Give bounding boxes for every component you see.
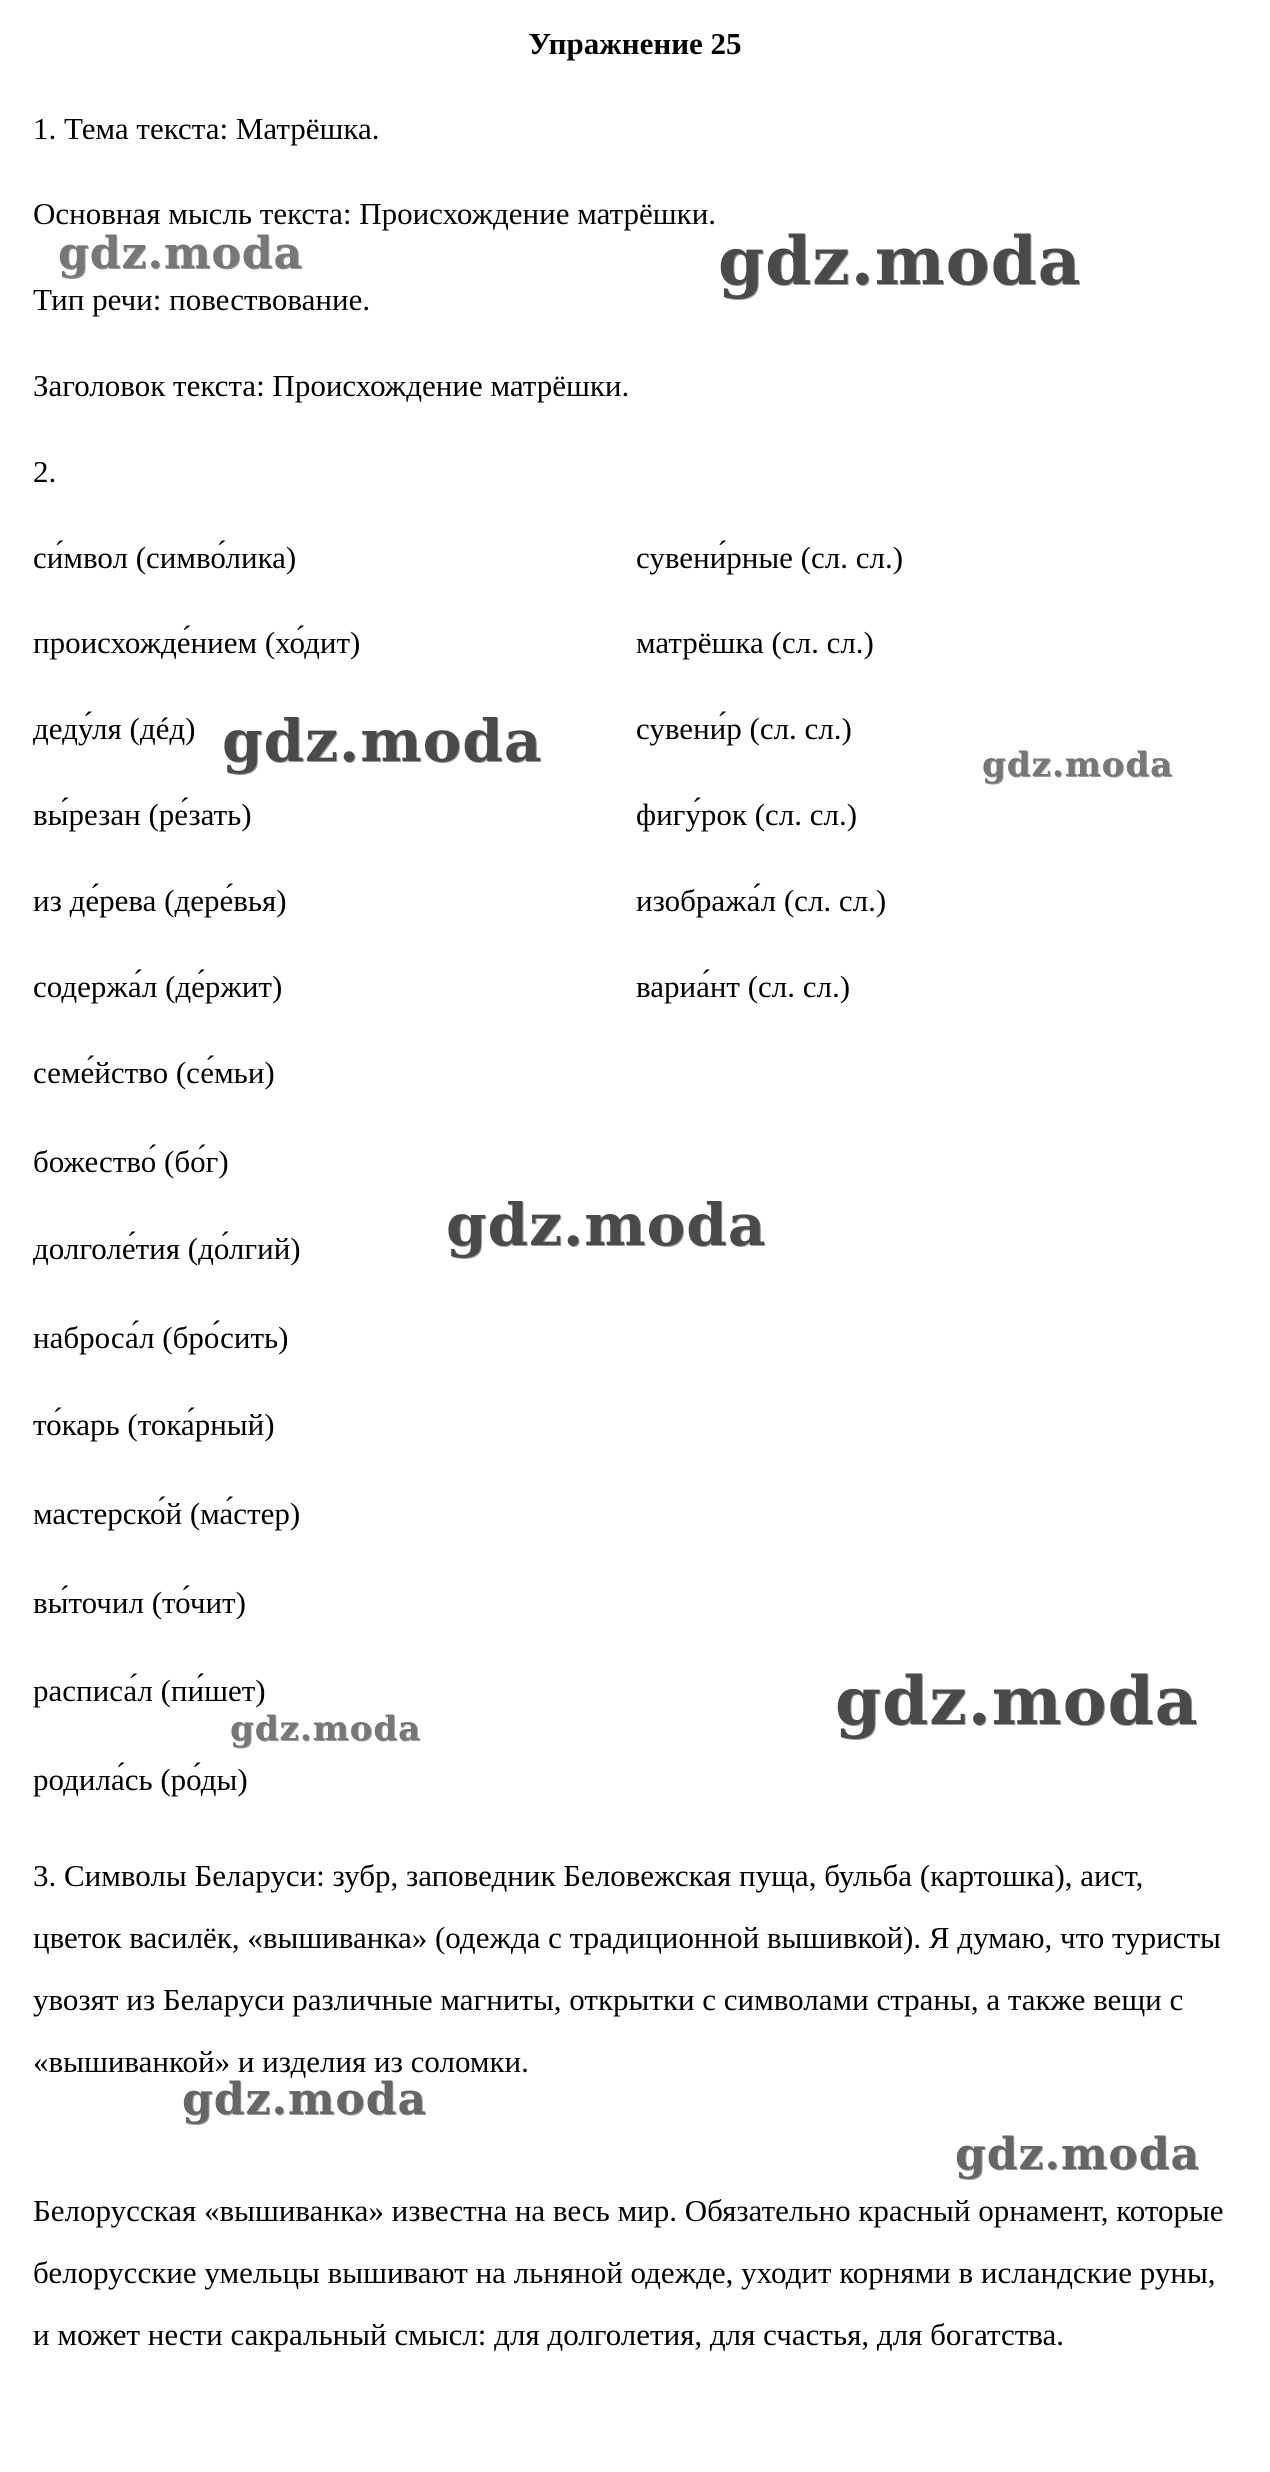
- watermark-logo: gdz.moda: [230, 1709, 422, 1749]
- watermark-logo: gdz.moda: [222, 707, 543, 775]
- exercise-title: Упражнение 25: [528, 26, 742, 61]
- text-theme: 1. Тема текста: Матрёшка.: [33, 111, 380, 146]
- word-item: родила́сь (ро́ды): [33, 1762, 248, 1797]
- word-item: семе́йство (се́мьи): [33, 1055, 275, 1090]
- word-item: вы́резан (ре́зать): [33, 797, 252, 832]
- word-item: изобража́л (сл. сл.): [636, 883, 887, 918]
- word-item: деду́ля (дéд): [33, 711, 196, 746]
- word-item: происхожде́нием (хо́дит): [33, 625, 361, 660]
- watermark-logo: gdz.moda: [955, 2129, 1201, 2180]
- text-heading: Заголовок текста: Происхождение матрёшки.: [33, 368, 630, 403]
- watermark-logo: gdz.moda: [446, 1191, 767, 1259]
- word-item: божество́ (бо́г): [33, 1144, 229, 1179]
- word-item: матрёшка (сл. сл.): [636, 625, 874, 660]
- word-item: из де́рева (дере́вья): [33, 883, 287, 918]
- word-item: сувени́р (сл. сл.): [636, 711, 852, 746]
- text-main-idea: Основная мысль текста: Происхождение матрёшки.: [33, 196, 717, 231]
- watermark-logo: gdz.moda: [835, 1662, 1199, 1740]
- word-item: вы́точил (то́чит): [33, 1585, 246, 1620]
- word-item: сувени́рные (сл. сл.): [636, 540, 904, 575]
- watermark-logo: gdz.moda: [182, 2074, 428, 2125]
- word-item: фигу́рок (сл. сл.): [636, 797, 858, 832]
- word-item: си́мвол (симво́лика): [33, 540, 297, 575]
- word-item: мастерско́й (ма́стер): [33, 1496, 301, 1531]
- watermark-logo: gdz.moda: [58, 228, 304, 279]
- vyshivanka-paragraph: Белорусская «вышиванка» известна на весь мир. Обязательно красный орнамент, которые белорусские умельцы вышивают на льняной одежде, уходит корнями в исландские руны, и может нести сакральный смысл: для долголетия, для счастья, для богатства.: [33, 2193, 1224, 2352]
- symbols-paragraph: 3. Символы Беларуси: зубр, заповедник Беловежская пуща, бульба (картошка), аист, цветок василёк, «вышиванка» (одежда с традиционной вышивкой). Я думаю, что туристы увозят из Беларуси различные магниты, открытки с символами страны, а также вещи с «вышиванкой» и изделия из соломки.: [33, 1858, 1221, 2079]
- word-item: долголе́тия (до́лгий): [33, 1231, 301, 1266]
- word-item: содержа́л (де́ржит): [33, 969, 283, 1004]
- word-item: наброса́л (бро́сить): [33, 1320, 289, 1355]
- word-item: расписа́л (пи́шет): [33, 1673, 266, 1708]
- word-item: вариа́нт (сл. сл.): [636, 969, 851, 1004]
- watermark-logo: gdz.moda: [982, 745, 1174, 785]
- word-item: то́карь (тока́рный): [33, 1407, 275, 1442]
- watermark-logo: gdz.moda: [718, 222, 1082, 300]
- text-speech-type: Тип речи: повествование.: [33, 282, 371, 317]
- part2-label: 2.: [33, 454, 57, 489]
